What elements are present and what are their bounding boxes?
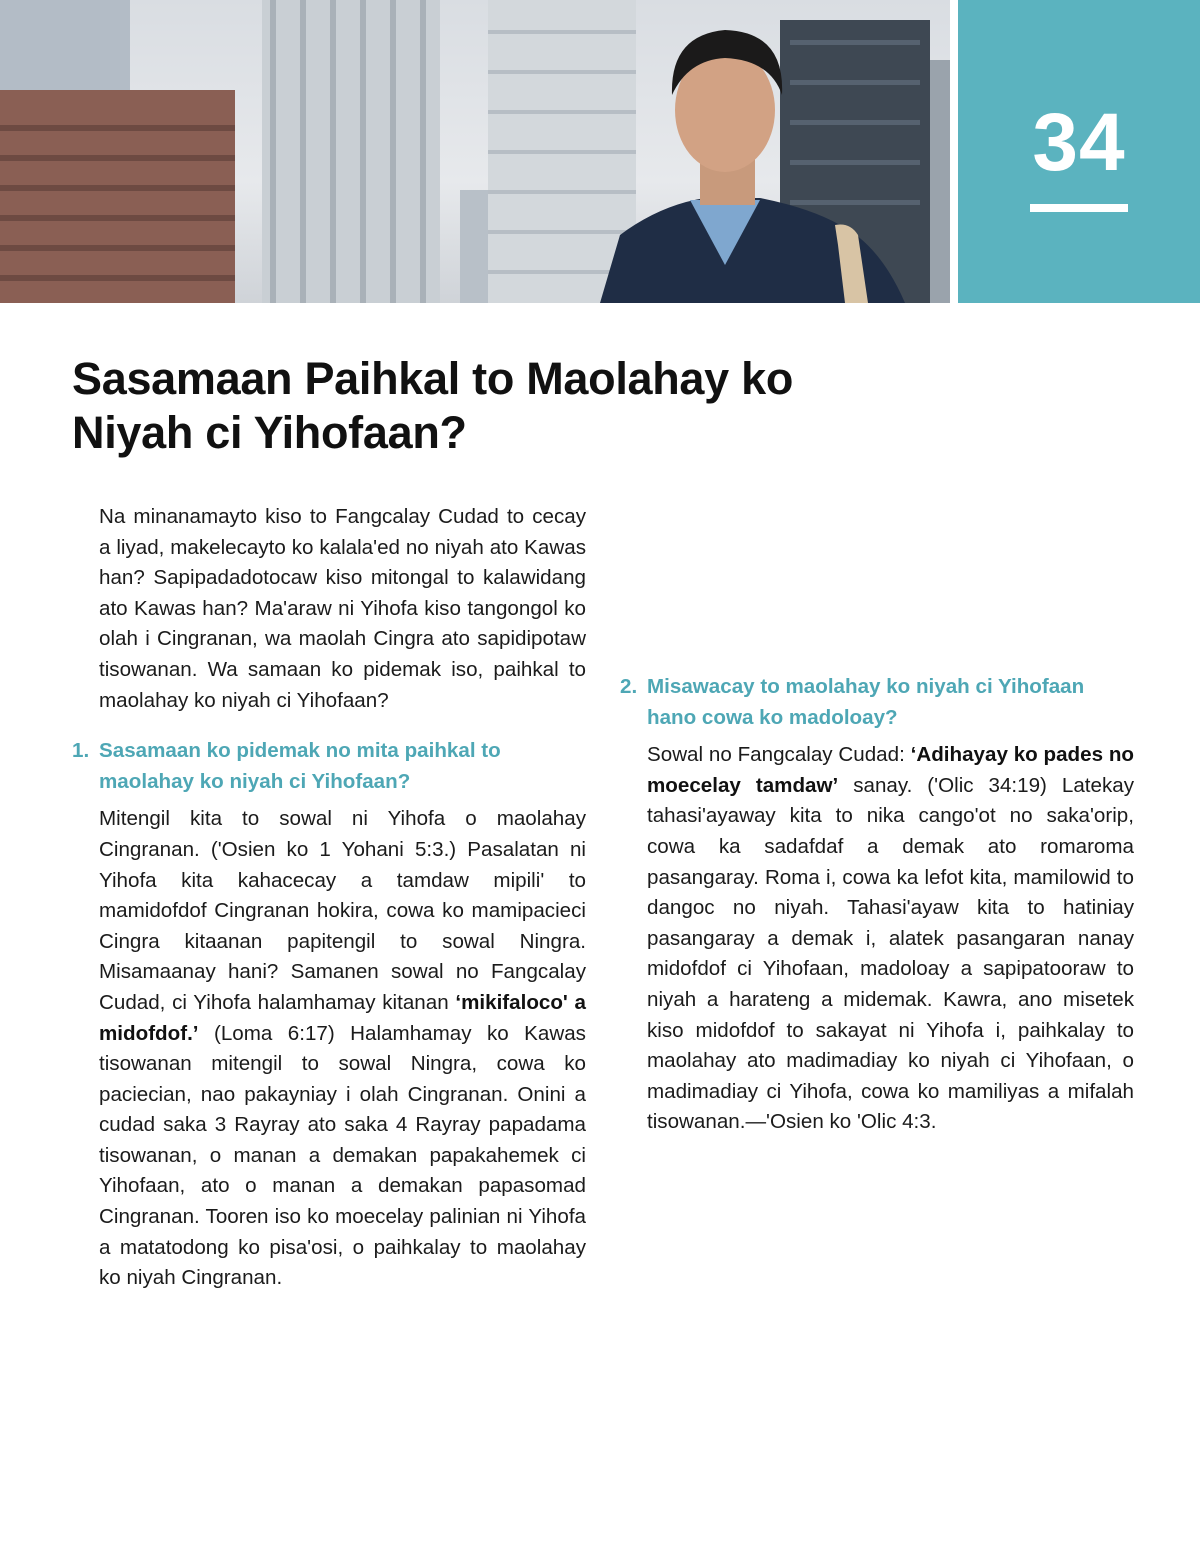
section1-text-a: Mitengil kita to sowal ni Yihofa o maolahay Cingranan. ('Osien ko 1 Yohani 5:3.) Pasalatan ni Yihofa kita kahacecay a tamdaw mipili' to mamidofdof Cingranan hokira, cowa ko mamipacieci Cingra kitaanan papitengil to sowal Ningra. Misamaanay hani? Samanen sowal no Fangcalay Cudad, ci Yihofa halamhamay kitanan bbox=[99, 807, 586, 1014]
right-column bbox=[620, 502, 1134, 1138]
section1-quote: ‘mikifaloco' a midofdof.’ bbox=[99, 990, 586, 1045]
section2-number: 2. bbox=[620, 675, 638, 698]
page-title bbox=[72, 352, 952, 460]
section1-question-text: Sasamaan ko pidemak no mita paihkal to maolahay ko niyah ci Yihofaan? bbox=[99, 739, 501, 793]
page-title-line2: Niyah ci Yihofaan? bbox=[72, 407, 467, 458]
section2-paragraph bbox=[620, 740, 1134, 1138]
section1-question bbox=[72, 736, 586, 797]
city-skyline-illustration bbox=[0, 0, 950, 303]
intro-paragraph: Na minanamayto kiso to Fangcalay Cudad to cecay a liyad, makelecayto ko kalala'ed no niyah ato Kawas han? Sapipadadotocaw kiso mitongal to kalawidang ato Kawas han? Ma'araw ni Yihofa kiso tangongol ko olah i Cingranan, wa maolah Cingra ato sapidipotaw tisowanan. Wa samaan ko pidemak iso, paihkal to maolahay ko niyah ci Yihofaan? bbox=[99, 505, 586, 712]
section2-text-b: sanay. ('Olic 34:19) Latekay tahasi'ayaway kita to nika cango'ot no saka'orip, cowa ka sadafdaf a demak ato romaroma pasangaray. Roma i, cowa ka lefot kita, mamilowid to dangoc no niyah. Tahasi'ayaw kita to hatiniay pasangaray a demak i, alatek pasangaran nanay midofdof ci Yihofaan, madoloay a sapipatooraw to niyah a harateng a midemak. Kawra, ano misetek kiso midofdof to sakayat ni Yihofa i, paihkalay to maolahay ato madimadiay ko niyah ci Yihofaan, o madimadiay ci Yihofa, cowa ko mamiliyas a mifalah tisowanan.—'Osien ko 'Olic 4:3. bbox=[647, 773, 1134, 1134]
lesson-number-box bbox=[958, 0, 1200, 303]
left-column bbox=[72, 502, 586, 1294]
lesson-number-underline bbox=[1030, 204, 1128, 212]
section2-text-a: Sowal no Fangcalay Cudad: bbox=[647, 743, 905, 767]
section1-number: 1. bbox=[72, 739, 90, 763]
lesson-number: 34 bbox=[1032, 97, 1126, 188]
section1-paragraph bbox=[72, 804, 586, 1294]
hero-photo bbox=[0, 0, 950, 303]
page-title-line1: Sasamaan Paihkal to Maolahay ko bbox=[72, 353, 794, 404]
section2-quote: ‘Adihayay ko pades no moecelay tamdaw’ bbox=[647, 743, 1134, 797]
section2-question bbox=[620, 672, 1134, 733]
section1-text-b: (Loma 6:17) Halamhamay ko Kawas tisowanan mitengil to sowal Ningra, cowa ko paciecian, nao pakayniay i olah Cingranan. Onini a cudad saka 3 Rayray ato saka 4 Rayray papadama tisowanan, o manan a demakan papakahemek ci Yihofaan, ato o manan a demakan papasomad Cingranan. Tooren iso ko moecelay palinian ni Yihofa a matatodong ko pisa'osi, o paihkalay to maolahay ko niyah Cingranan. bbox=[99, 1021, 586, 1290]
section2-question-text: Misawacay to maolahay ko niyah ci Yihofaan hano cowa ko madoloay? bbox=[647, 675, 1085, 729]
